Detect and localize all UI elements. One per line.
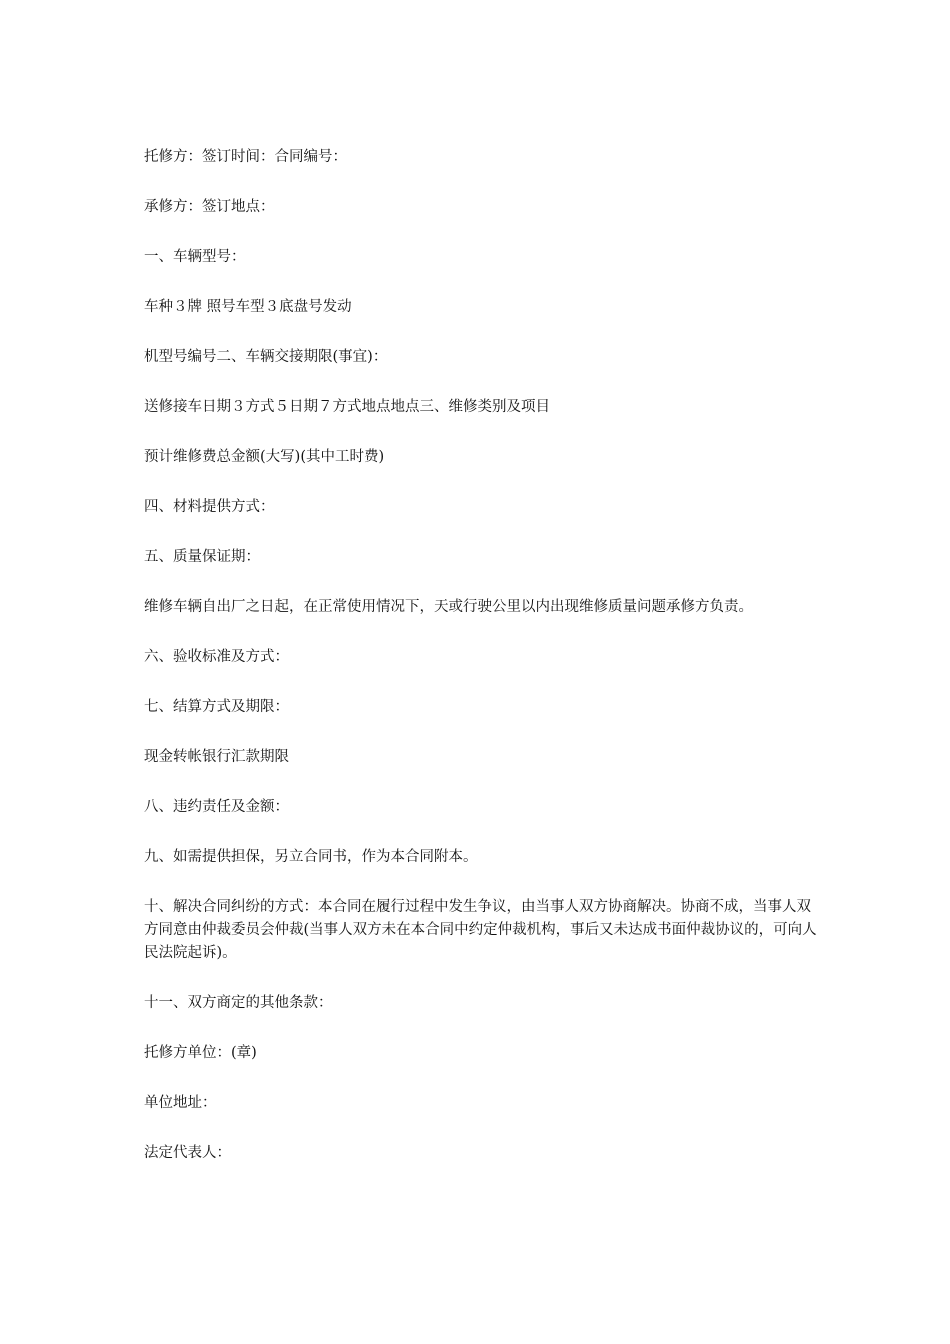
paragraph-vehicle-model-heading: 一、车辆型号： [144, 249, 246, 265]
paragraph-warranty-heading: 五、质量保证期： [144, 549, 260, 565]
paragraph-payment-methods: 现金转帐银行汇款期限 [144, 749, 289, 765]
paragraph-dispute-resolution: 十、解决合同纠纷的方式：本合同在履行过程中发生争议，由当事人双方协商解决。协商不成，当事人双方同意由仲裁委员会仲裁(当事人双方未在本合同中约定仲裁机构，事后又未达成书面仲裁协议的，可向人民法院起诉)。 [144, 899, 817, 961]
paragraph-guarantee: 九、如需提供担保，另立合同书，作为本合同附本。 [144, 849, 478, 865]
paragraph-handover-period: 机型号编号二、车辆交接期限(事宜)： [144, 349, 388, 365]
paragraph-acceptance-heading: 六、验收标准及方式： [144, 649, 289, 665]
paragraph-estimated-cost: 预计维修费总金额(大写)(其中工时费) [144, 449, 385, 465]
paragraph-repair-dates: 送修接车日期３方式５日期７方式地点地点三、维修类别及项目 [144, 399, 550, 415]
paragraph-client-unit: 托修方单位：(章) [144, 1045, 257, 1061]
paragraph-liability-heading: 八、违约责任及金额： [144, 799, 289, 815]
paragraph-vehicle-details: 车种３牌 照号车型３底盘号发动 [144, 299, 352, 315]
paragraph-settlement-heading: 七、结算方式及期限： [144, 699, 289, 715]
document-body [144, 146, 820, 1192]
paragraph-contractor-header: 承修方：签订地点： [144, 199, 275, 215]
paragraph-unit-address: 单位地址： [144, 1095, 217, 1111]
paragraph-materials-heading: 四、材料提供方式： [144, 499, 275, 515]
paragraph-warranty-terms: 维修车辆自出厂之日起，在正常使用情况下，天或行驶公里以内出现维修质量问题承修方负责。 [144, 599, 753, 615]
paragraph-client-header: 托修方：签订时间：合同编号： [144, 149, 347, 165]
paragraph-legal-representative: 法定代表人： [144, 1145, 231, 1161]
paragraph-other-terms-heading: 十一、双方商定的其他条款： [144, 995, 333, 1011]
